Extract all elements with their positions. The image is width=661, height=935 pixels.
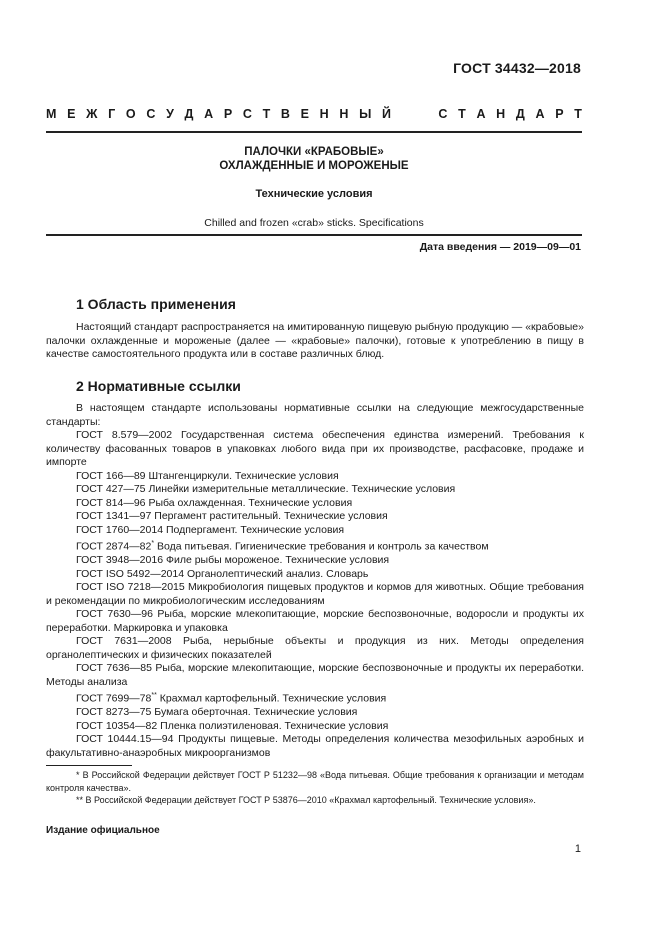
reference-item bbox=[46, 483, 584, 497]
references-intro: В настоящем стандарте использованы нормативные ссылки на следующие межгосударственные стандарты: bbox=[46, 402, 584, 428]
reference-code: ГОСТ 814—96 bbox=[76, 496, 146, 509]
reference-item bbox=[46, 635, 584, 662]
reference-title: Пергамент растительный. Технические условия bbox=[154, 510, 388, 522]
reference-title: Органолептический анализ. Словарь bbox=[186, 567, 369, 580]
reference-code: ГОСТ 1341—97 bbox=[76, 510, 152, 522]
reference-item bbox=[46, 720, 584, 734]
banner-letter: Ы bbox=[359, 107, 372, 121]
banner-letter: А bbox=[204, 107, 214, 121]
reference-code: ГОСТ ISO 7218—2015 bbox=[76, 581, 185, 593]
reference-title: Пленка полиэтиленовая. Технические условия bbox=[160, 719, 389, 732]
banner-letter: А bbox=[476, 107, 486, 121]
reference-item bbox=[46, 662, 584, 689]
official-edition-label: Издание официальное bbox=[46, 825, 160, 836]
banner-letter: Р bbox=[555, 107, 564, 121]
effective-date: Дата введения — 2019—09—01 bbox=[419, 241, 581, 253]
footnote-item bbox=[46, 769, 584, 794]
banner-letter: У bbox=[166, 107, 174, 121]
reference-title: Линейки измерительные металлические. Технические условия bbox=[148, 483, 456, 495]
reference-item bbox=[46, 510, 584, 524]
reference-item bbox=[46, 429, 584, 470]
banner-letter: Р bbox=[223, 107, 233, 121]
reference-item bbox=[46, 689, 584, 706]
footnote-item bbox=[46, 794, 584, 807]
reference-item bbox=[46, 554, 584, 568]
reference-code: ГОСТ 8.579—2002 bbox=[76, 429, 173, 441]
normative-references bbox=[46, 402, 584, 760]
standard-type-banner bbox=[46, 106, 582, 122]
reference-title: Бумага оберточная. Технические условия bbox=[154, 706, 358, 718]
reference-code: ГОСТ 2874—82 bbox=[76, 540, 152, 553]
banner-letter: Т bbox=[458, 107, 466, 121]
reference-code: ГОСТ 7630—96 bbox=[76, 608, 153, 620]
reference-title: Рыба, морские млекопитающие, морские беспозвоночные и продукты их переработки. Методы анализа bbox=[46, 662, 584, 688]
reference-title: Государственная система обеспечения единства измерений. Требования к количеству фасованных товаров в упаковках любого вида при их производстве, расфасовке, продаже и импорте bbox=[46, 429, 584, 468]
footnote-text: В Российской Федерации действует ГОСТ Р 53876—2010 «Крахмал картофельный. Технические условия». bbox=[85, 795, 536, 805]
reference-item bbox=[46, 706, 584, 720]
reference-title: Крахмал картофельный. Технические условия bbox=[159, 692, 387, 705]
title-subtitle: Технические условия bbox=[255, 188, 373, 200]
reference-item bbox=[46, 568, 584, 582]
title-line-1: ПАЛОЧКИ «КРАБОВЫЕ» bbox=[244, 146, 384, 158]
banner-letter: Г bbox=[108, 107, 116, 121]
footnote-marker: * bbox=[151, 540, 155, 547]
english-title: Chilled and frozen «crab» sticks. Specifications bbox=[204, 217, 424, 229]
reference-item bbox=[46, 581, 584, 608]
section-2-heading: 2 Нормативные ссылки bbox=[76, 378, 241, 394]
title-line-2: ОХЛАЖДЕННЫЕ И МОРОЖЕНЫЕ bbox=[219, 159, 409, 172]
reference-item bbox=[46, 733, 584, 760]
footnote-text: В Российской Федерации действует ГОСТ Р 51232—98 «Вода питьевая. Общие требования к организации и методам контроля качества». bbox=[46, 770, 584, 793]
banner-letter: Ж bbox=[86, 107, 98, 121]
banner-letter: Н bbox=[496, 107, 506, 121]
reference-title: Рыба, нерыбные объекты и продукция из них. Методы определения органолептических и физических показателей bbox=[46, 635, 584, 661]
reference-code: ГОСТ 10354—82 bbox=[76, 719, 158, 732]
banner-letter: Т bbox=[574, 107, 582, 121]
reference-title: Рыба, морские млекопитающие, морские беспозвоночные, водоросли и продукты их переработки. Маркировка и упаковка bbox=[46, 608, 584, 634]
banner-letter: С bbox=[438, 107, 448, 121]
reference-code: ГОСТ 7636—85 bbox=[76, 662, 152, 674]
reference-title: Рыба охлажденная. Технические условия bbox=[148, 496, 353, 509]
reference-title: Подпергамент. Технические условия bbox=[165, 523, 345, 536]
footnote-marker: ** bbox=[151, 692, 157, 699]
reference-item bbox=[46, 537, 584, 554]
reference-code: ГОСТ 3948—2016 bbox=[76, 554, 164, 566]
banner-letter: С bbox=[242, 107, 252, 121]
header-rule bbox=[46, 131, 582, 133]
reference-title: Микробиология пищевых продуктов и кормов для животных. Общие требования и рекомендации по микробиологическим исследованиям bbox=[46, 581, 584, 607]
reference-item bbox=[46, 470, 584, 484]
title-rule bbox=[46, 234, 582, 236]
reference-item bbox=[46, 497, 584, 511]
title-block bbox=[46, 146, 582, 229]
banner-letter: М bbox=[46, 107, 57, 121]
banner-letter: Д bbox=[515, 107, 525, 121]
footnote-mark: * bbox=[76, 770, 80, 780]
reference-code: ГОСТ 7699—78 bbox=[76, 692, 152, 705]
banner-letter: Д bbox=[184, 107, 194, 121]
reference-item bbox=[46, 524, 584, 538]
banner-letter: Т bbox=[262, 107, 271, 121]
reference-title: Продукты пищевые. Методы определения количества мезофильных аэробных и факультативно-анаэробных микроорганизмов bbox=[46, 733, 584, 759]
banner-letter: Н bbox=[339, 107, 349, 121]
banner-letter: Н bbox=[319, 107, 329, 121]
banner-letter: С bbox=[146, 107, 156, 121]
banner-letter: Е bbox=[300, 107, 309, 121]
footnote-rule bbox=[46, 765, 132, 766]
document-number: ГОСТ 34432—2018 bbox=[453, 60, 581, 76]
reference-code: ГОСТ 1760—2014 bbox=[76, 523, 164, 536]
reference-item bbox=[46, 608, 584, 635]
banner-letter: А bbox=[535, 107, 545, 121]
reference-code: ГОСТ 166—89 bbox=[76, 469, 146, 482]
banner-letter: Й bbox=[382, 107, 392, 121]
reference-code: ГОСТ 427—75 bbox=[76, 483, 146, 495]
reference-code: ГОСТ ISO 5492—2014 bbox=[76, 567, 185, 580]
reference-title: Штангенциркули. Технические условия bbox=[148, 469, 339, 482]
banner-letter: В bbox=[280, 107, 290, 121]
reference-list bbox=[46, 429, 584, 760]
footnote-mark: ** bbox=[76, 795, 84, 805]
reference-code: ГОСТ 10444.15—94 bbox=[76, 733, 174, 745]
reference-code: ГОСТ 7631—2008 bbox=[76, 635, 172, 647]
section-1-text: Настоящий стандарт распространяется на имитированную пищевую рыбную продукцию — «крабовые» палочки охлажденные и мороженые (далее — «крабовые» палочки), готовые к употреблению в пищу в качестве самостоятельного продукта или в составе различных блюд. bbox=[46, 321, 584, 361]
reference-code: ГОСТ 8273—75 bbox=[76, 706, 152, 718]
footnotes bbox=[46, 769, 584, 807]
page-number: 1 bbox=[574, 843, 581, 855]
banner-letter: О bbox=[125, 107, 136, 121]
reference-title: Филе рыбы мороженое. Технические условия bbox=[165, 554, 390, 566]
section-1-heading: 1 Область применения bbox=[76, 296, 236, 312]
banner-letter: Е bbox=[67, 107, 76, 121]
reference-title: Вода питьевая. Гигиенические требования и контроль за качеством bbox=[157, 540, 489, 553]
